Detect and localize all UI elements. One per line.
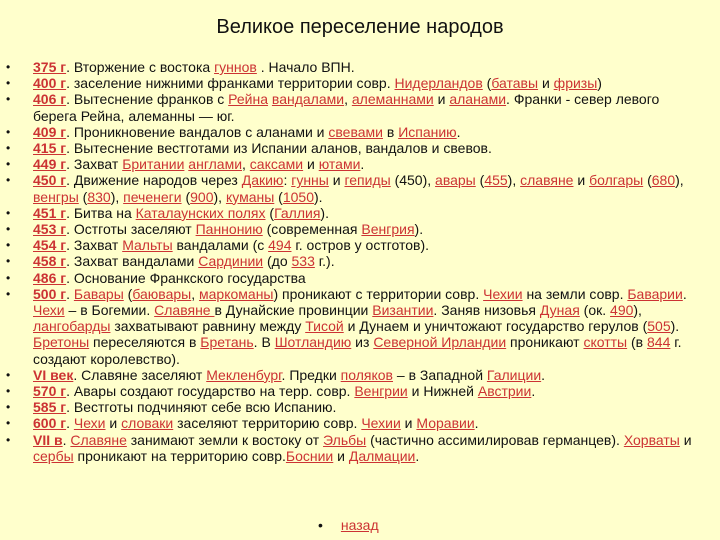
event-text: и	[303, 156, 319, 173]
term-link[interactable]: Эльбы	[323, 431, 367, 448]
term-link[interactable]: Чехи	[33, 302, 65, 319]
term-link[interactable]: ютами	[318, 156, 361, 173]
event-text: ) проникают с территории совр.	[273, 285, 484, 302]
event-item	[6, 253, 706, 269]
event-text: (частично ассимилировав германцев).	[366, 431, 624, 448]
event-text: .	[360, 156, 365, 173]
event-year-link[interactable]: 400 г	[33, 75, 67, 92]
event-text: переселяются в	[89, 334, 201, 351]
event-text: ),	[213, 188, 226, 205]
event-text: (ок.	[579, 302, 611, 319]
term-link[interactable]: печенеги	[123, 188, 182, 205]
event-text: . Вытеснение франков с	[66, 91, 229, 108]
term-link[interactable]: Нидерландов	[394, 75, 483, 92]
event-text: . Франки - север левого берега Рейна, алеманны — юг.	[33, 91, 660, 124]
term-link[interactable]: Рейна	[228, 91, 269, 108]
event-text: .	[541, 366, 546, 383]
event-text: проникают	[506, 334, 584, 351]
term-link[interactable]: Славяне	[154, 302, 215, 319]
term-link[interactable]: 505	[647, 318, 671, 335]
term-link[interactable]: гепиды	[344, 172, 391, 189]
term-link[interactable]: Венгрии	[354, 383, 408, 400]
event-text: ),	[633, 302, 642, 319]
term-link[interactable]: Австрии	[477, 383, 532, 400]
event-text: и	[433, 91, 450, 108]
event-text: ).	[670, 318, 680, 335]
event-item	[6, 59, 706, 75]
term-link[interactable]: Британии	[122, 156, 185, 173]
term-link[interactable]: Бретоны	[33, 334, 90, 351]
event-text: .	[415, 447, 420, 464]
event-text: ).	[314, 188, 323, 205]
term-link[interactable]: алеманнами	[351, 91, 434, 108]
event-text: .	[456, 123, 461, 140]
event-item	[6, 399, 706, 415]
event-text: ).	[320, 204, 329, 221]
event-text: . Авары создают государство на терр. совр.	[66, 383, 355, 400]
event-text: . В	[253, 334, 275, 351]
term-link[interactable]: Галлия	[274, 204, 321, 221]
event-text: в Дунайские провинции	[214, 302, 373, 319]
event-text: и Нижней	[407, 383, 478, 400]
term-link[interactable]: Испанию	[398, 123, 457, 140]
event-text: и	[538, 75, 554, 92]
term-link[interactable]: гунны	[291, 172, 329, 189]
event-year-link[interactable]: 585 г	[33, 399, 67, 416]
term-link[interactable]: лангобарды	[33, 318, 111, 335]
event-text: (450),	[390, 172, 436, 189]
event-text: (	[482, 75, 492, 92]
slide-title: Великое переселение народов	[216, 16, 504, 38]
event-text: (	[265, 204, 275, 221]
event-item	[6, 270, 706, 286]
event-text: и Дунаем и уничтожают государство герулов (	[343, 318, 648, 335]
term-link[interactable]: Дакию	[241, 172, 284, 189]
event-year-link[interactable]: 600 г	[33, 415, 67, 432]
term-link[interactable]: 844	[647, 334, 671, 351]
event-year-link[interactable]: 486 г	[33, 269, 67, 286]
term-link[interactable]: Тисой	[305, 318, 344, 335]
term-link[interactable]: 1050	[282, 188, 315, 205]
term-link[interactable]: гуннов	[214, 59, 257, 75]
event-text: . Захват вандалами	[66, 253, 199, 270]
event-text: и	[333, 447, 349, 464]
event-text: – в Западной	[393, 366, 487, 383]
event-text: . Заняв низовья	[433, 302, 540, 319]
event-year-link[interactable]: 409 г	[33, 123, 67, 140]
event-text: (в	[627, 334, 648, 351]
event-text: и	[400, 415, 417, 432]
term-link[interactable]: 680	[651, 172, 676, 189]
term-link[interactable]: фризы	[553, 75, 598, 92]
event-text: . Славяне заселяют	[73, 366, 207, 383]
event-text: заселяют территорию совр.	[173, 415, 362, 432]
event-item	[6, 415, 706, 431]
term-link[interactable]: Паннонию	[195, 221, 263, 238]
event-text: .	[682, 285, 687, 302]
event-text: . Битва на	[66, 204, 136, 221]
event-text: захватывают равнину между	[110, 318, 306, 335]
event-text: – в Богемии.	[64, 302, 155, 319]
event-text: ,	[191, 285, 200, 302]
event-year-link[interactable]: 415 г	[33, 140, 67, 157]
event-text: ),	[507, 172, 521, 189]
event-text: . Предки	[281, 366, 341, 383]
term-link[interactable]: болгары	[589, 172, 644, 189]
event-text: .	[62, 431, 71, 448]
event-text: на земли совр.	[522, 285, 628, 302]
event-year-link[interactable]: 450 г	[33, 172, 67, 189]
event-text: . Захват	[66, 156, 123, 173]
term-link[interactable]: Моравии	[416, 415, 475, 432]
term-link[interactable]: Шотландию	[274, 334, 352, 351]
event-year-link[interactable]: 454 г	[33, 237, 67, 254]
event-item	[6, 205, 706, 221]
term-link[interactable]: Бретань	[200, 334, 254, 351]
event-item	[6, 237, 706, 253]
event-year-link[interactable]: 375 г	[33, 59, 67, 75]
event-text: ,	[344, 91, 352, 108]
event-text: г. остров у остготов).	[291, 237, 430, 254]
term-link[interactable]: Мекленбург	[206, 366, 282, 383]
term-link[interactable]: вандалами	[271, 91, 345, 108]
event-text: и	[679, 431, 692, 448]
event-text: (	[274, 188, 283, 205]
event-text: . Остготы заселяют	[66, 221, 196, 238]
term-link[interactable]: англами	[188, 156, 243, 173]
event-item	[6, 75, 706, 91]
event-item	[6, 367, 706, 383]
event-item	[6, 432, 706, 464]
event-text: и	[573, 172, 590, 189]
event-text: ),	[110, 188, 124, 205]
event-text: занимают земли к востоку от	[126, 431, 324, 448]
term-link[interactable]: Сардинии	[198, 253, 264, 270]
event-text: . заселение нижними франками территории совр.	[66, 75, 395, 92]
event-text: и	[328, 172, 345, 189]
term-link[interactable]: авары	[435, 172, 476, 189]
event-text: г.).	[314, 253, 335, 270]
bullet-icon: •	[318, 517, 323, 533]
back-link[interactable]: назад	[340, 517, 379, 533]
term-link[interactable]: Дуная	[539, 302, 580, 319]
event-item	[6, 172, 706, 204]
term-link[interactable]: Боснии	[285, 447, 334, 464]
event-text: . Вторжение с востока	[66, 59, 215, 75]
event-year-link[interactable]: 500 г	[33, 285, 67, 302]
event-item	[6, 221, 706, 237]
event-year-link[interactable]: 406 г	[33, 91, 67, 108]
event-text: (	[643, 172, 652, 189]
event-text: проникают на территорию совр.	[73, 447, 286, 464]
term-link[interactable]: словаки	[121, 415, 174, 432]
event-text: (	[181, 188, 191, 205]
term-link[interactable]: Бавары	[73, 285, 124, 302]
term-link[interactable]: Славяне	[70, 431, 127, 448]
event-text: . Вестготы подчиняют себе всю Испанию.	[66, 399, 337, 416]
event-item	[6, 124, 706, 140]
term-link[interactable]: свевами	[328, 123, 383, 140]
term-link[interactable]: аланами	[449, 91, 507, 108]
term-link[interactable]: поляков	[340, 366, 393, 383]
event-text: . Проникновение вандалов с аланами и	[66, 123, 329, 140]
term-link[interactable]: Галиции	[486, 366, 542, 383]
event-year-link[interactable]: 453 г	[33, 221, 67, 238]
event-text: .	[66, 285, 74, 302]
term-link[interactable]: скотты	[583, 334, 628, 351]
term-link[interactable]: венгры	[33, 188, 79, 205]
term-link[interactable]: батавы	[491, 75, 539, 92]
event-text: .	[66, 415, 74, 432]
event-text: (	[475, 172, 485, 189]
term-link[interactable]: Чехии	[361, 415, 401, 432]
term-link[interactable]: Каталаунских полях	[135, 204, 266, 221]
term-link[interactable]: Мальты	[122, 237, 173, 254]
term-link[interactable]: Византии	[372, 302, 434, 319]
term-link[interactable]: Северной Ирландии	[373, 334, 507, 351]
event-text: :	[283, 172, 292, 189]
event-text: из	[351, 334, 374, 351]
term-link[interactable]: 830	[87, 188, 111, 205]
event-text: . Движение народов через	[66, 172, 242, 189]
term-link[interactable]: 494	[268, 237, 292, 254]
term-link[interactable]: 533	[291, 253, 315, 270]
event-text: .	[531, 383, 536, 400]
event-year-link[interactable]: 451 г	[33, 204, 67, 221]
event-text: в	[382, 123, 399, 140]
event-text: г. создают королевство).	[33, 334, 682, 367]
event-text: . Основание Франкского государства	[66, 269, 306, 286]
term-link[interactable]: славяне	[520, 172, 574, 189]
term-link[interactable]: Чехии	[483, 285, 523, 302]
event-text: )	[597, 75, 602, 92]
event-text: и	[105, 415, 122, 432]
event-text: . Начало ВПН.	[256, 59, 355, 75]
event-text: (современная	[262, 221, 362, 238]
event-year-link[interactable]: VII в	[33, 431, 63, 448]
event-item	[6, 383, 706, 399]
term-link[interactable]: маркоманы	[199, 285, 274, 302]
event-item	[6, 156, 706, 172]
event-text: .	[474, 415, 479, 432]
event-item	[6, 286, 706, 367]
event-text: ,	[242, 156, 250, 173]
term-link[interactable]: Баварии	[627, 285, 683, 302]
back-nav	[318, 517, 379, 533]
event-year-link[interactable]: 570 г	[33, 383, 67, 400]
term-link[interactable]: баювары	[132, 285, 192, 302]
event-text: (	[78, 188, 88, 205]
term-link[interactable]: куманы	[225, 188, 275, 205]
event-text: ).	[414, 221, 424, 238]
term-link[interactable]: 455	[484, 172, 508, 189]
event-text: (до	[263, 253, 292, 270]
term-link[interactable]: саксами	[249, 156, 304, 173]
term-link[interactable]: сербы	[33, 447, 74, 464]
event-text: . Захват	[66, 237, 123, 254]
term-link[interactable]: Чехи	[73, 415, 106, 432]
event-list	[6, 59, 706, 464]
term-link[interactable]: Далмации	[348, 447, 416, 464]
event-text: (	[123, 285, 133, 302]
term-link[interactable]: Венгрия	[361, 221, 415, 238]
event-year-link[interactable]: 449 г	[33, 156, 67, 173]
event-text: . Вытеснение вестготами из Испании аланов, вандалов и свевов.	[66, 140, 492, 157]
event-item	[6, 140, 706, 156]
term-link[interactable]: 490	[610, 302, 634, 319]
event-text: вандалами (с	[172, 237, 269, 254]
event-text: ),	[675, 172, 684, 189]
event-item	[6, 91, 706, 123]
event-year-link[interactable]: 458 г	[33, 253, 67, 270]
term-link[interactable]: Хорваты	[623, 431, 680, 448]
event-year-link[interactable]: VI век	[33, 366, 74, 383]
term-link[interactable]: 900	[190, 188, 214, 205]
